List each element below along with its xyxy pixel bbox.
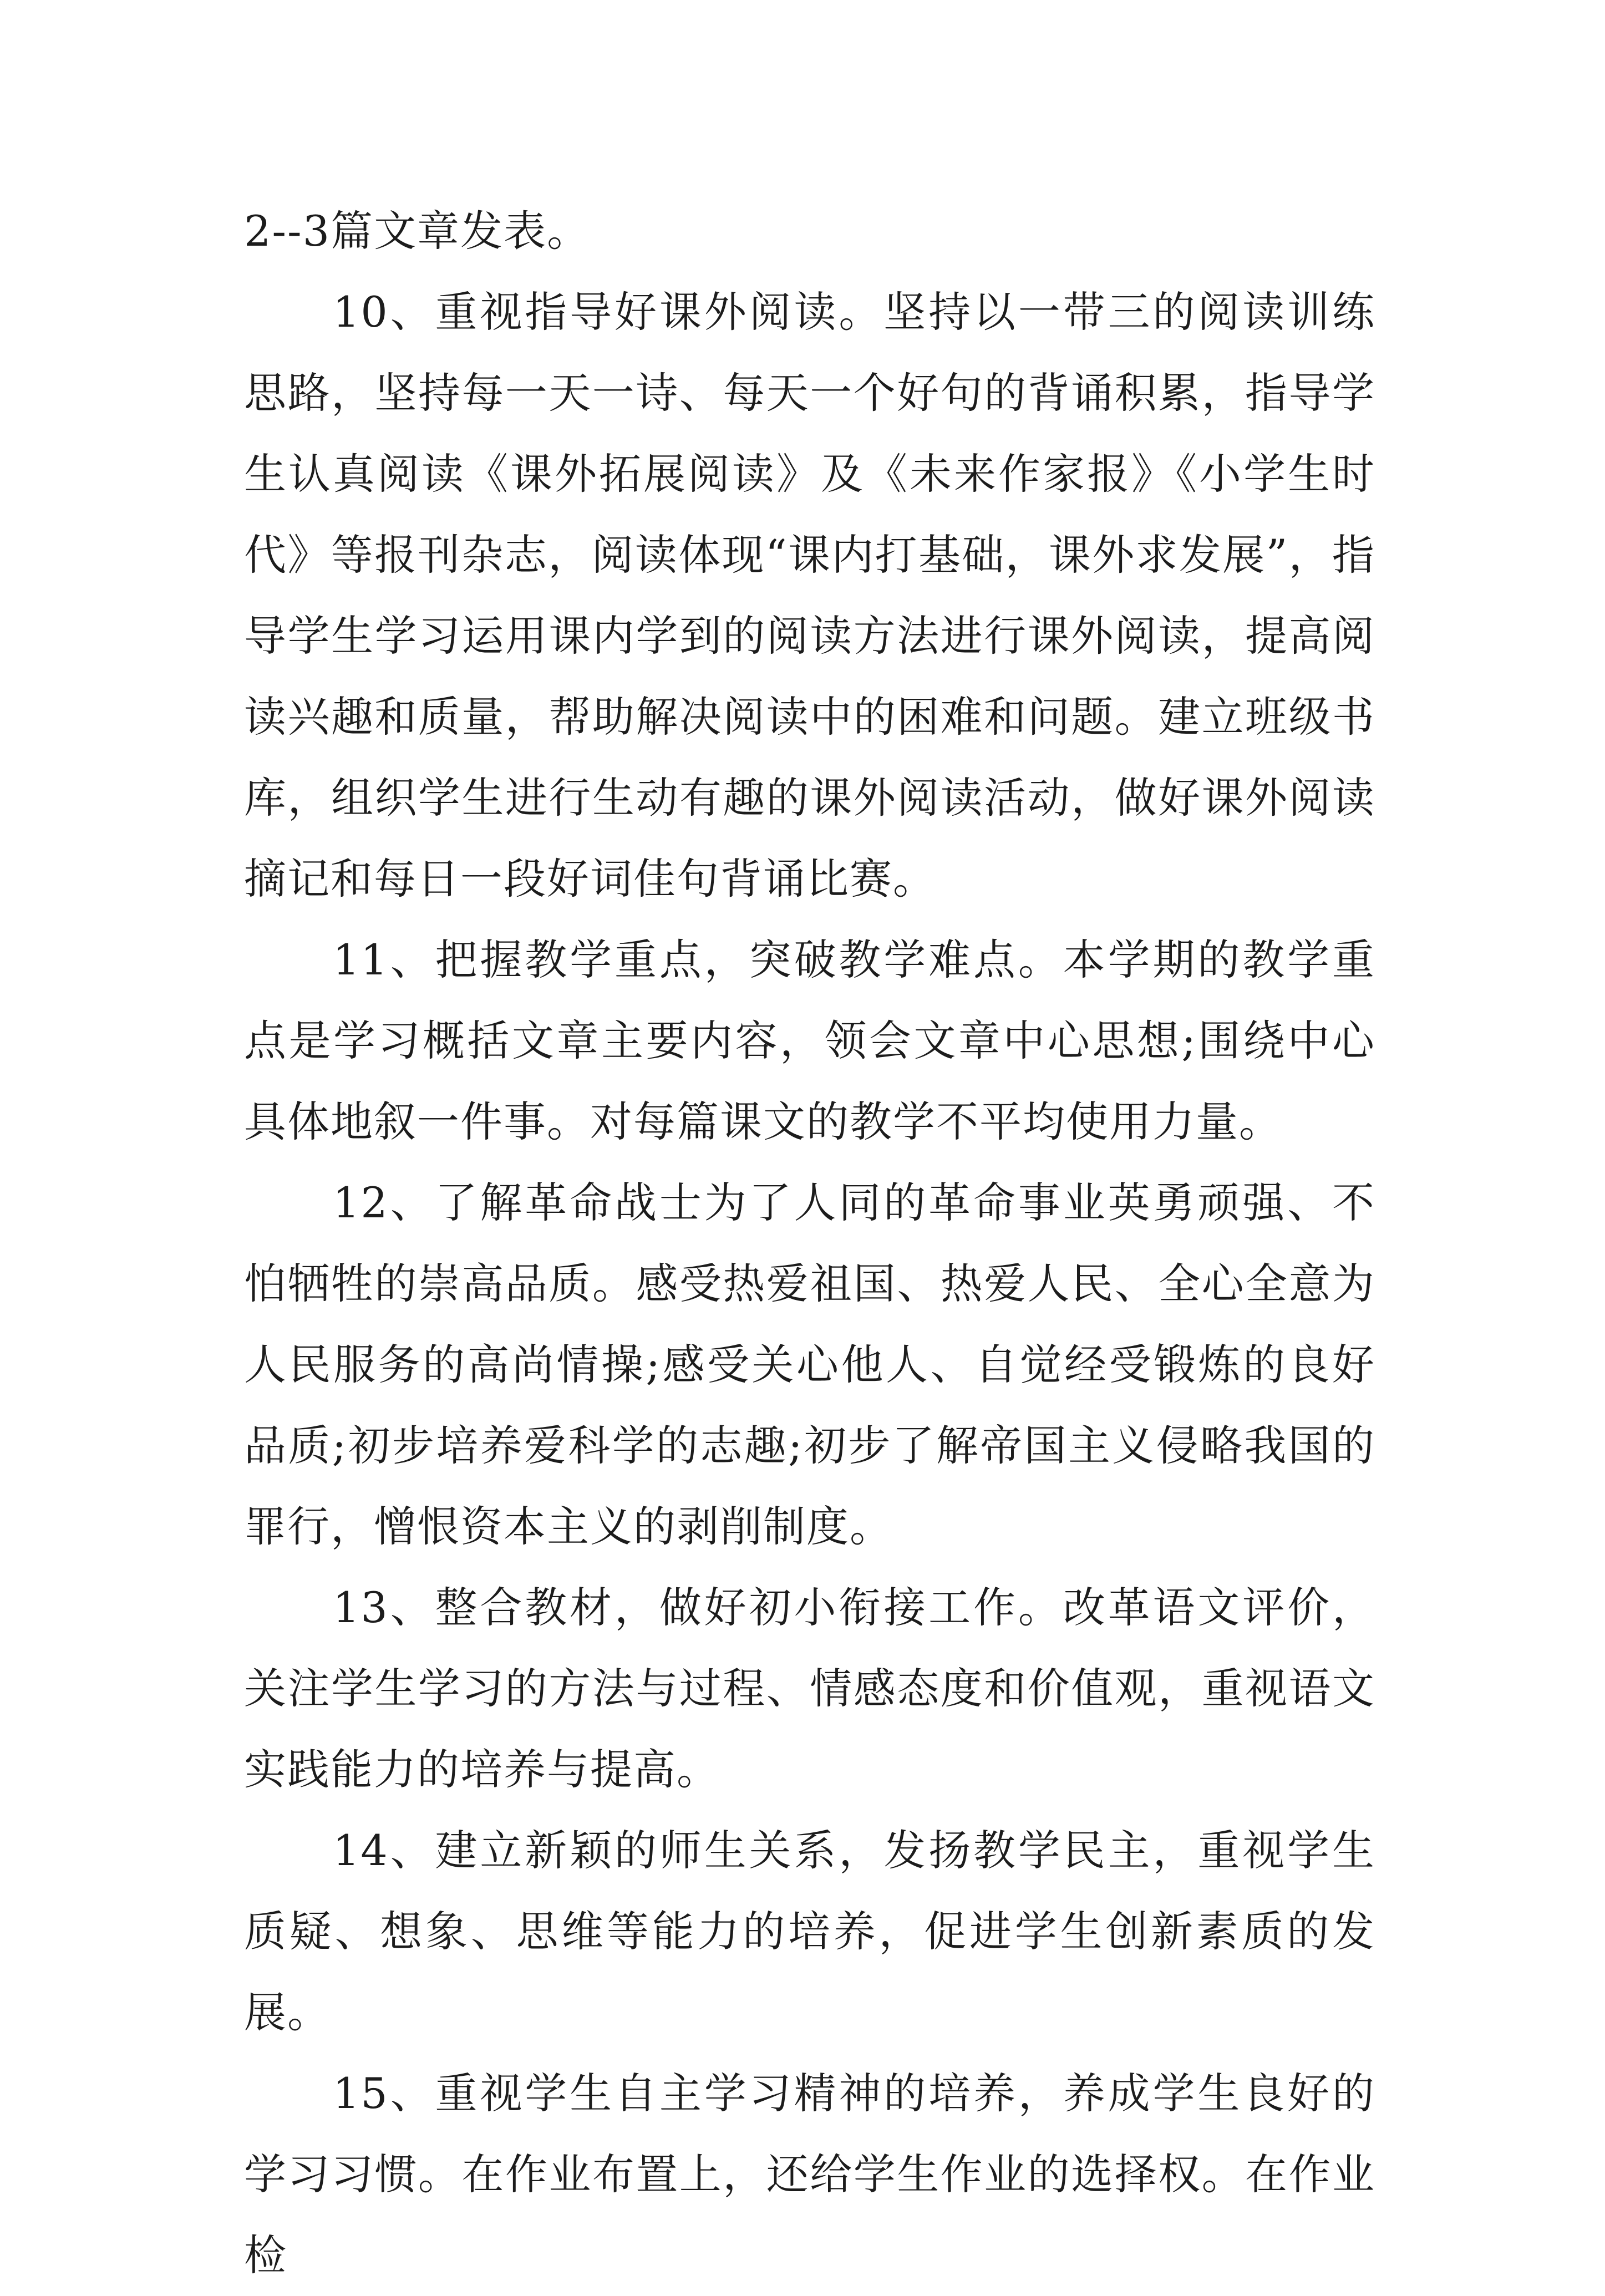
text-line: 注学生学习的方法与过程、情感态度和价值观，重视语文实 <box>244 1664 1376 1794</box>
paragraph-continuation <box>244 191 1375 272</box>
text-line: 12、了解革命战士为了人同的革命事业英勇顽强、不怕 <box>244 1178 1375 1308</box>
paragraph-item-14 <box>244 1810 1375 2053</box>
document-body <box>244 191 1375 2296</box>
text-line: 行，憎恨资本主义的剥削制度。 <box>287 1502 893 1551</box>
paragraph-item-12 <box>244 1162 1375 1567</box>
paragraph-item-13 <box>244 1567 1375 1810</box>
text-line: 2--3篇文章发表。 <box>244 206 591 256</box>
text-line: 路，坚持每一天一诗、每天一个好句的背诵积累，指导学生 <box>244 368 1376 499</box>
text-line: 牺牲的崇高品质。感受热爱祖国、热爱人民、全心全意为人 <box>244 1259 1376 1389</box>
text-line: 组织学生进行生动有趣的课外阅读活动，做好课外阅读摘记 <box>244 773 1376 903</box>
text-line: 民服务的高尚情操;感受关心他人、自觉经受锻炼的良好品 <box>244 1340 1375 1470</box>
text-line: 是学习概括文章主要内容，领会文章中心思想;围绕中心具 <box>244 1016 1375 1146</box>
text-line: 等报刊杂志，阅读体现“课内打基础，课外求发展”，指导 <box>244 530 1375 661</box>
text-line: 认真阅读《课外拓展阅读》及《未来作家报》《小学生时代》 <box>244 449 1375 580</box>
text-line: 14、建立新颖的师生关系，发扬教学民主，重视学生质 <box>244 1826 1375 1956</box>
text-line: 习习惯。在作业布置上，还给学生作业的选择权。在作业检 <box>244 2150 1376 2280</box>
text-line: 11、把握教学重点，突破教学难点。本学期的教学重点 <box>244 935 1375 1065</box>
text-line: 兴趣和质量，帮助解决阅读中的困难和问题。建立班级书库， <box>244 692 1376 822</box>
text-line: 体地叙一件事。对每篇课文的教学不平均使用力量。 <box>287 1097 1282 1146</box>
text-line: 13、整合教材，做好初小衔接工作。改革语文评价，关 <box>244 1583 1375 1713</box>
text-line: 学生学习运用课内学到的阅读方法进行课外阅读，提高阅读 <box>244 611 1376 741</box>
text-line: 15、重视学生自主学习精神的培养，养成学生良好的学 <box>244 2069 1375 2199</box>
text-line: 质;初步培养爱科学的志趣;初步了解帝国主义侵略我国的罪 <box>244 1421 1375 1551</box>
text-line: 10、重视指导好课外阅读。坚持以一带三的阅读训练思 <box>244 287 1375 418</box>
text-line: 疑、想象、思维等能力的培养，促进学生创新素质的发展。 <box>244 1907 1375 2037</box>
paragraph-item-15 <box>244 2053 1375 2296</box>
paragraph-item-10 <box>244 272 1375 920</box>
paragraph-item-11 <box>244 920 1375 1162</box>
text-line: 践能力的培养与提高。 <box>287 1745 720 1794</box>
text-line: 和每日一段好词佳句背诵比赛。 <box>331 854 936 903</box>
